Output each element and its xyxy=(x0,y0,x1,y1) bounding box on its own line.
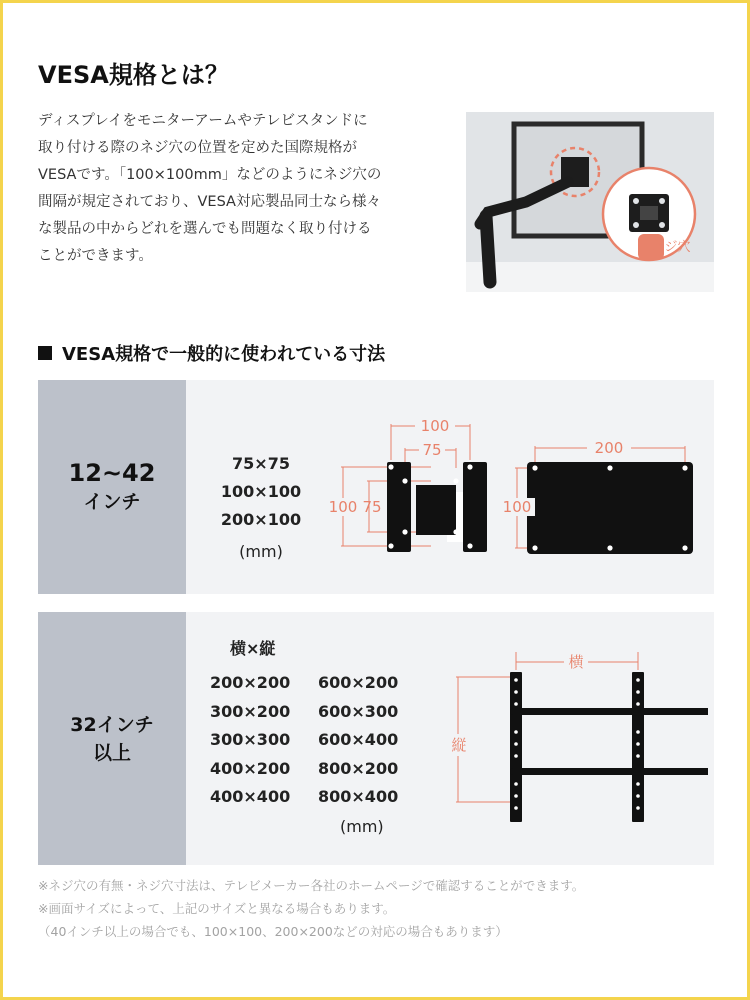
size-item: 800×200 xyxy=(318,758,399,778)
footnote: ※画面サイズによって、上記のサイズと異なる場合もあります。 xyxy=(38,901,396,916)
size-list xyxy=(206,450,316,566)
size-item: 200×100 xyxy=(220,510,302,529)
vesa-row-large xyxy=(38,612,714,865)
wide-width-label: 200 xyxy=(594,439,624,457)
size-suffix: 以上 xyxy=(92,741,131,764)
footnote: ※ネジ穴の有無・ネジ穴寸法は、テレビメーカー各社のホームページで確認することができます。 xyxy=(38,878,585,893)
size-grid xyxy=(210,638,420,836)
row-size-label xyxy=(38,612,186,865)
size-item: 300×300 xyxy=(210,730,291,749)
unit-label: (mm) xyxy=(340,816,384,836)
size-item: 800×400 xyxy=(318,787,399,806)
size-item: 300×200 xyxy=(210,701,291,721)
monitor-arm-illustration xyxy=(466,112,714,292)
section-title: VESA規格で一般的に使われている寸法 xyxy=(62,344,386,365)
size-item: 400×400 xyxy=(210,787,291,806)
vesa-large-diagram xyxy=(448,642,708,842)
square-bullet-icon xyxy=(38,346,52,360)
height-inner-label: 75 xyxy=(362,498,382,516)
width-outer-label: 100 xyxy=(420,417,450,435)
page-title: VESA規格とは？ xyxy=(38,61,229,89)
horizontal-label: 横 xyxy=(568,653,584,671)
size-item: 400×200 xyxy=(210,758,291,778)
intro-text xyxy=(38,108,418,270)
vesa-row-small xyxy=(38,380,714,594)
screw-hole-label: ネジ穴 xyxy=(651,240,691,255)
footnote: （40インチ以上の場合でも、100×100、200×200などの対応の場合もあります） xyxy=(38,924,508,939)
size-item: 200×200 xyxy=(210,673,291,692)
size-unit: インチ xyxy=(83,491,141,513)
size-item: 600×300 xyxy=(318,701,399,721)
vesa-small-diagram xyxy=(323,410,493,580)
unit-label: (mm) xyxy=(239,542,283,561)
height-outer-label: 100 xyxy=(328,498,358,516)
size-item: 600×400 xyxy=(318,730,399,749)
vertical-label: 縦 xyxy=(451,736,467,754)
vesa-wide-diagram xyxy=(493,410,713,580)
intro-line: 間隔が規定されており、VESA対応製品同士なら様々 xyxy=(38,194,381,210)
size-range: 32インチ xyxy=(70,713,154,736)
row-size-label xyxy=(38,380,186,594)
size-item: 75×75 xyxy=(232,454,290,473)
intro-line: 取り付ける際のネジ穴の位置を定めた国際規格が xyxy=(38,140,357,156)
footnotes xyxy=(38,874,718,943)
intro-line: な製品の中からどれを選んでも問題なく取り付ける xyxy=(38,221,372,237)
monitor-arm-photo xyxy=(466,112,714,292)
size-grid-header: 横×縦 xyxy=(230,639,276,658)
width-inner-label: 75 xyxy=(422,441,442,459)
size-range: 12~42 xyxy=(68,459,156,487)
intro-line: VESAです。「100×100mm」などのようにネジ穴の xyxy=(38,167,382,183)
intro-line: ことができます。 xyxy=(38,248,153,264)
section-heading xyxy=(38,340,385,366)
size-item: 100×100 xyxy=(220,482,302,501)
intro-line: ディスプレイをモニターアームやテレビスタンドに xyxy=(38,113,368,129)
wide-height-label: 100 xyxy=(502,498,532,516)
size-item: 600×200 xyxy=(318,673,399,692)
